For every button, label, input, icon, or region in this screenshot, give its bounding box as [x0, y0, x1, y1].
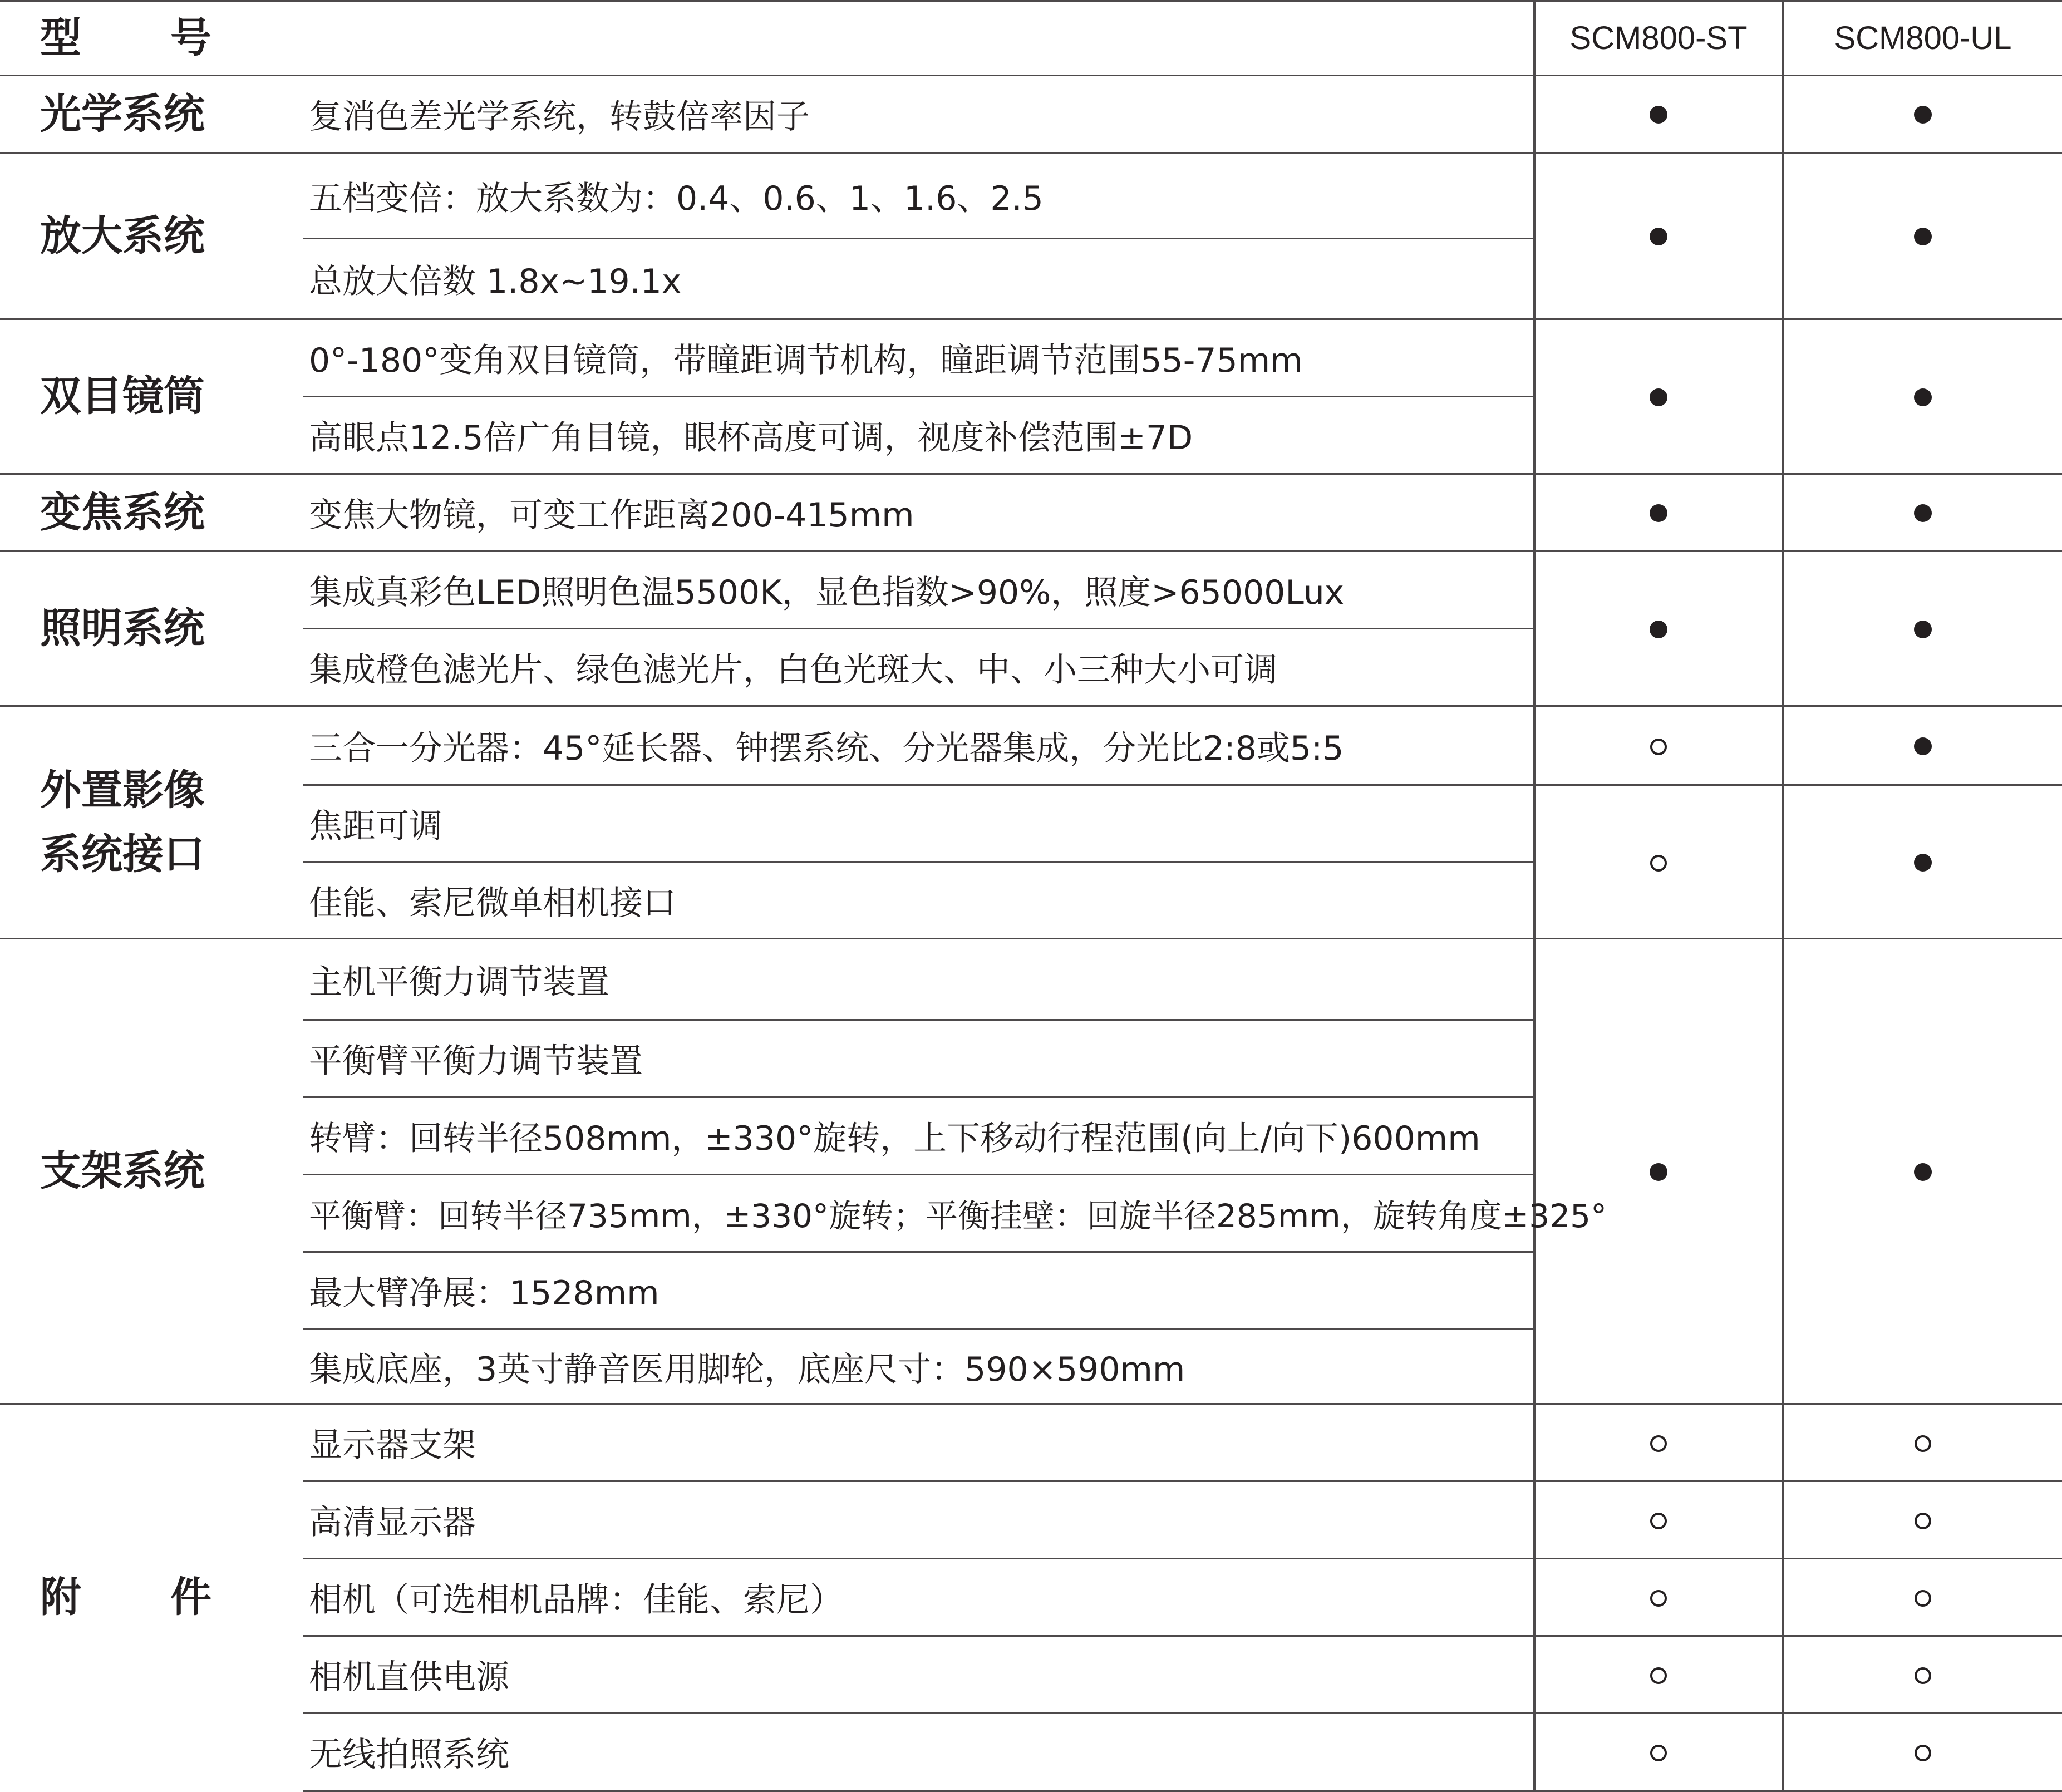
st-mark — [1534, 1636, 1783, 1714]
section-accessories-sub1 — [0, 1481, 2062, 1559]
model-label-b: 号 — [170, 14, 211, 62]
standard-dot-icon — [1914, 854, 1932, 872]
desc-zoom-1: 变焦大物镜，可变工作距离200-415mm — [303, 474, 1534, 552]
model-label-a: 型 — [40, 14, 81, 62]
desc-stand-6: 集成底座，3英寸静音医用脚轮，底座尺寸：590×590mm — [303, 1330, 1534, 1404]
standard-dot-icon — [1650, 228, 1667, 245]
desc-binocular-1: 0°-180°变角双目镜筒，带瞳距调节机构，瞳距调节范围55-75mm — [303, 319, 1534, 397]
header-desc-empty — [303, 1, 1534, 76]
category-stand: 支架系统 — [0, 939, 303, 1404]
desc-binocular-2: 高眼点12.5倍广角目镜，眼杯高度可调，视度补偿范围±7D — [303, 397, 1534, 474]
st-mark — [1534, 319, 1783, 474]
ul-mark — [1783, 785, 2062, 939]
desc-magnification-1: 五档变倍：放大系数为：0.4、0.6、1、1.6、2.5 — [303, 153, 1534, 239]
category-accessories-b: 件 — [170, 1573, 211, 1622]
st-mark — [1534, 552, 1783, 706]
desc-stand-1: 主机平衡力调节装置 — [303, 939, 1534, 1020]
desc-magnification-2: 总放大倍数 1.8x~19.1x — [303, 239, 1534, 319]
st-mark — [1534, 785, 1783, 939]
category-imaging-line2: 系统接口 — [40, 830, 205, 878]
standard-dot-icon — [1650, 1163, 1667, 1181]
optional-ring-icon — [1915, 1590, 1931, 1607]
optional-ring-icon — [1915, 1667, 1931, 1684]
optional-ring-icon — [1915, 1745, 1931, 1761]
standard-dot-icon — [1650, 106, 1667, 124]
section-illumination — [0, 552, 2062, 629]
st-mark — [1534, 1404, 1783, 1481]
optional-ring-icon — [1650, 1435, 1667, 1452]
ul-mark — [1783, 552, 2062, 706]
section-stand — [0, 939, 2062, 1020]
standard-dot-icon — [1650, 388, 1667, 406]
section-zoom — [0, 474, 2062, 552]
ul-mark — [1783, 76, 2062, 153]
model-st-header: SCM800-ST — [1534, 1, 1783, 76]
st-mark — [1534, 939, 1783, 1404]
desc-accessories-5: 无线拍照系统 — [303, 1714, 1534, 1791]
desc-accessories-2: 高清显示器 — [303, 1481, 1534, 1559]
desc-optics-1: 复消色差光学系统，转鼓倍率因子 — [303, 76, 1534, 153]
desc-accessories-3: 相机（可选相机品牌：佳能、索尼） — [303, 1559, 1534, 1636]
desc-illumination-2: 集成橙色滤光片、绿色滤光片，白色光斑大、中、小三种大小可调 — [303, 629, 1534, 706]
optional-ring-icon — [1915, 1513, 1931, 1529]
st-mark — [1534, 474, 1783, 552]
optional-ring-icon — [1650, 1745, 1667, 1761]
desc-imaging-1: 三合一分光器：45°延长器、钟摆系统、分光器集成，分光比2:8或5:5 — [303, 706, 1534, 785]
ul-mark — [1783, 706, 2062, 785]
section-magnification — [0, 153, 2062, 239]
category-optics: 光学系统 — [0, 76, 303, 153]
desc-stand-5: 最大臂净展：1528mm — [303, 1252, 1534, 1330]
desc-illumination-1: 集成真彩色LED照明色温5500K，显色指数>90%，照度>65000Lux — [303, 552, 1534, 629]
ul-mark — [1783, 153, 2062, 319]
st-mark — [1534, 1559, 1783, 1636]
desc-imaging-2: 焦距可调 — [303, 785, 1534, 862]
st-mark — [1534, 153, 1783, 319]
category-zoom: 变焦系统 — [0, 474, 303, 552]
standard-dot-icon — [1914, 621, 1932, 638]
standard-dot-icon — [1650, 621, 1667, 638]
desc-imaging-3: 佳能、索尼微单相机接口 — [303, 862, 1534, 939]
st-mark — [1534, 1481, 1783, 1559]
section-accessories — [0, 1404, 2062, 1481]
category-imaging — [0, 706, 303, 939]
standard-dot-icon — [1914, 106, 1932, 124]
standard-dot-icon — [1914, 388, 1932, 406]
optional-ring-icon — [1650, 855, 1667, 872]
category-illumination: 照明系统 — [0, 552, 303, 706]
st-mark — [1534, 76, 1783, 153]
optional-ring-icon — [1650, 1513, 1667, 1529]
model-header-label — [0, 1, 303, 76]
optional-ring-icon — [1650, 739, 1667, 755]
standard-dot-icon — [1914, 504, 1932, 522]
category-imaging-line1: 外置影像 — [40, 766, 205, 814]
model-ul-header: SCM800-UL — [1783, 1, 2062, 76]
st-mark — [1534, 706, 1783, 785]
ul-mark — [1783, 1404, 2062, 1481]
desc-stand-2: 平衡臂平衡力调节装置 — [303, 1020, 1534, 1097]
desc-accessories-1: 显示器支架 — [303, 1404, 1534, 1481]
desc-accessories-4: 相机直供电源 — [303, 1636, 1534, 1714]
optional-ring-icon — [1915, 1435, 1931, 1452]
optional-ring-icon — [1650, 1667, 1667, 1684]
header-row — [0, 1, 2062, 76]
section-imaging-sub1 — [0, 785, 2062, 862]
standard-dot-icon — [1914, 228, 1932, 245]
category-magnification: 放大系统 — [0, 153, 303, 319]
st-mark — [1534, 1714, 1783, 1791]
ul-mark — [1783, 1714, 2062, 1791]
optional-ring-icon — [1650, 1590, 1667, 1607]
section-accessories-sub3 — [0, 1636, 2062, 1714]
ul-mark — [1783, 1481, 2062, 1559]
ul-mark — [1783, 474, 2062, 552]
desc-stand-3: 转臂：回转半径508mm，±330°旋转，上下移动行程范围(向上/向下)600mm — [303, 1097, 1534, 1175]
standard-dot-icon — [1650, 504, 1667, 522]
desc-stand-4: 平衡臂：回转半径735mm，±330°旋转；平衡挂壁：回旋半径285mm，旋转角度±325° — [303, 1175, 1534, 1252]
ul-mark — [1783, 1559, 2062, 1636]
ul-mark — [1783, 1636, 2062, 1714]
standard-dot-icon — [1914, 1163, 1932, 1181]
section-optics — [0, 76, 2062, 153]
category-accessories-a: 附 — [40, 1573, 81, 1622]
category-accessories — [0, 1404, 303, 1791]
ul-mark — [1783, 939, 2062, 1404]
section-accessories-sub2 — [0, 1559, 2062, 1636]
section-binocular — [0, 319, 2062, 397]
section-imaging — [0, 706, 2062, 785]
ul-mark — [1783, 319, 2062, 474]
category-binocular: 双目镜筒 — [0, 319, 303, 474]
section-accessories-sub4 — [0, 1714, 2062, 1791]
standard-dot-icon — [1914, 737, 1932, 755]
